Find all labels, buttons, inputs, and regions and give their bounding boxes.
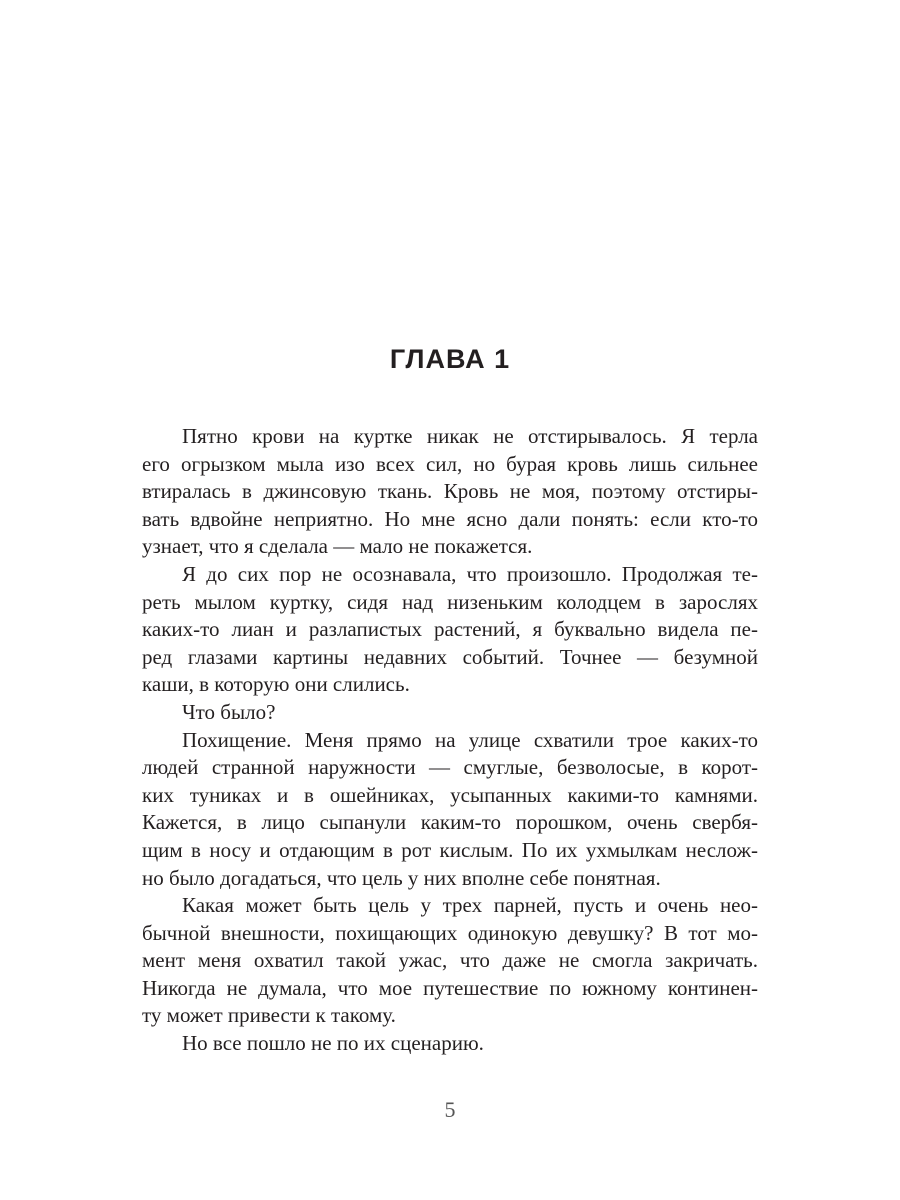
text-line: бычной внешности, похищающих одинокую девушку? В тот мо- — [142, 920, 758, 945]
text-line: узнает, что я сделала — мало не покажется. — [142, 534, 533, 559]
text-line: втиралась в джинсовую ткань. Кровь не моя, поэтому отстиры- — [142, 479, 758, 504]
text-line: ту может привести к такому. — [142, 1003, 396, 1028]
text-line: мент меня охватил такой ужас, что даже не смогла закричать. — [142, 948, 758, 973]
text-line: Какая может быть цель у трех парней, пусть и очень нео- — [182, 893, 758, 918]
text-line: людей странной наружности — смуглые, безволосые, в корот- — [142, 755, 758, 780]
chapter-body-text — [142, 423, 758, 1058]
chapter-title: ГЛАВА 1 — [389, 344, 511, 374]
text-line: Я до сих пор не осознавала, что произошло. Продолжая те- — [182, 561, 758, 586]
text-line: каких-то лиан и разлапистых растений, я буквально видела пе- — [142, 617, 758, 642]
text-line: каши, в которую они слились. — [142, 672, 410, 697]
text-line: его огрызком мыла изо всех сил, но бурая кровь лишь сильнее — [142, 451, 758, 476]
text-line: ред глазами картины недавних событий. Точнее — безумной — [142, 644, 758, 669]
text-line: Пятно крови на куртке никак не отстирывалось. Я терла — [182, 424, 758, 448]
text-line: но было догадаться, что цель у них вполне себе понятная. — [142, 865, 661, 890]
text-line: Похищение. Меня прямо на улице схватили трое каких-то — [182, 727, 758, 752]
text-line: ких туниках и в ошейниках, усыпанных какими-то камнями. — [142, 782, 758, 807]
text-line: Никогда не думала, что мое путешествие по южному континен- — [142, 975, 758, 1000]
page-number: 5 — [444, 1097, 456, 1122]
text-line: Что было? — [182, 699, 276, 724]
text-line: Но все пошло не по их сценарию. — [182, 1031, 484, 1056]
text-line: реть мылом куртку, сидя над низеньким колодцем в зарослях — [142, 589, 758, 614]
text-line: щим в носу и отдающим в рот кислым. По их ухмылкам неслож- — [142, 837, 758, 862]
text-line: Кажется, в лицо сыпанули каким-то порошком, очень свербя- — [142, 810, 758, 835]
text-line: вать вдвойне неприятно. Но мне ясно дали понять: если кто-то — [142, 506, 758, 531]
